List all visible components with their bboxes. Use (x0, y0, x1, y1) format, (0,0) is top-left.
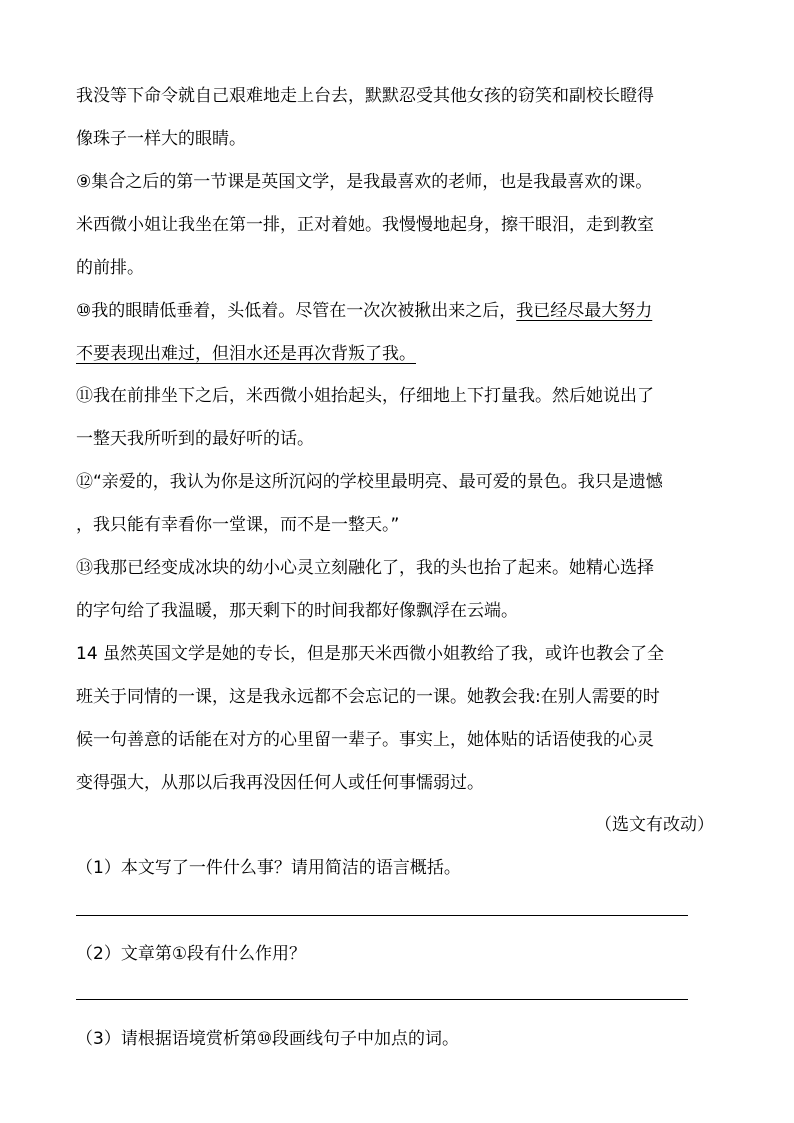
paragraph-14-line: 候一句善意的话能在对方的心里留一辈子。事实上，她体贴的话语使我的心灵 (76, 730, 654, 750)
paragraph-9-line: 的前排。 (76, 258, 144, 278)
question-3: （3）请根据语境赏析第⑩段画线句子中加点的词。 (76, 1029, 460, 1049)
paragraph-10-text: ⑩我的眼睛低垂着，头低着。尽管在一次次被揪出来之后， (76, 301, 517, 321)
answer-line[interactable] (76, 915, 688, 916)
question-2: （2）文章第①段有什么作用？ (76, 944, 307, 964)
question-1: （1）本文写了一件什么事？请用简洁的语言概括。 (76, 858, 461, 878)
paragraph-10-line (76, 299, 652, 323)
paragraph-14-line: 14 虽然英国文学是她的专长，但是那天米西微小姐教给了我，或许也教会了全 (76, 644, 665, 664)
paragraph-9-line: ⑨集合之后的第一节课是英国文学，是我最喜欢的老师，也是我最喜欢的课。 (76, 172, 653, 192)
paragraph-14-line: 班关于同情的一课，这是我永远都不会忘记的一课。她教会我:在别人需要的时 (76, 687, 660, 707)
paragraph-13-line: 的字句给了我温暖，那天剩下的时间我都好像飘浮在云端。 (76, 601, 518, 621)
paragraph-12-line: ，我只能有幸看你一堂课，而不是一整天。” (76, 515, 400, 535)
paragraph-11-line: ⑪我在前排坐下之后，米西微小姐抬起头，仔细地上下打量我。然后她说出了 (76, 386, 654, 406)
paragraph-9-line: 米西微小姐让我坐在第一排，正对着她。我慢慢地起身，擦干眼泪，走到教室 (76, 215, 654, 235)
paragraph-line: 我没等下命令就自己艰难地走上台去，默默忍受其他女孩的窃笑和副校长瞪得 (76, 86, 654, 106)
paragraph-11-line: 一整天我所听到的最好听的话。 (76, 429, 314, 449)
answer-line[interactable] (76, 999, 688, 1000)
underlined-sentence: 我已经尽最大努力 (516, 301, 653, 321)
paragraph-14-line: 变得强大，从那以后我再没因任何人或任何事懦弱过。 (76, 773, 484, 793)
source-note: （选文有改动） (595, 815, 714, 835)
paragraph-12-line: ⑫“亲爱的，我认为你是这所沉闷的学校里最明亮、最可爱的景色。我只是遗憾 (76, 472, 663, 492)
paragraph-line: 像珠子一样大的眼睛。 (76, 129, 246, 149)
underlined-sentence: 不要表现出难过，但泪水还是再次背叛了我。 (76, 344, 416, 364)
paragraph-13-line: ⑬我那已经变成冰块的幼小心灵立刻融化了，我的头也抬了起来。她精心选择 (76, 558, 654, 578)
